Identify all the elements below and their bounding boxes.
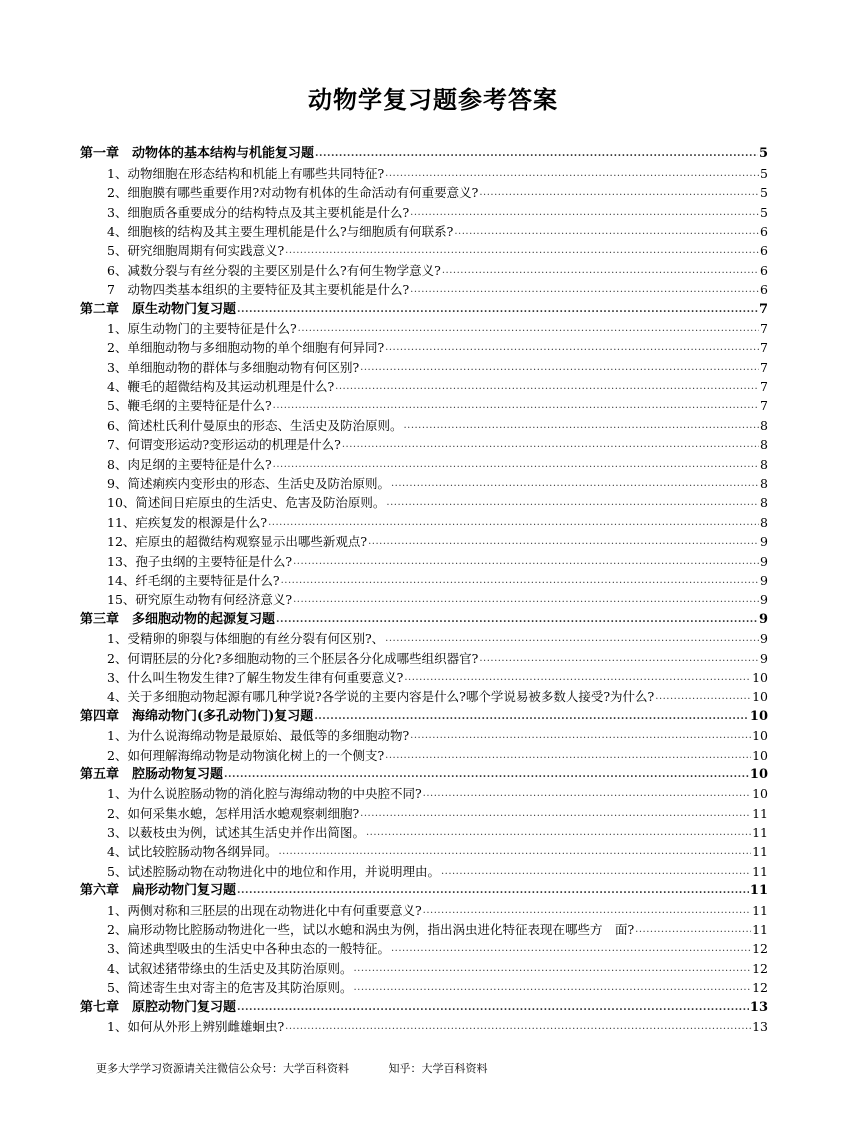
toc-entry[interactable] <box>80 433 768 452</box>
toc-entry[interactable] <box>80 452 768 471</box>
toc-entry-text: 6、简述杜氏利什曼原虫的形态、生活史及防治原则。 <box>107 417 403 433</box>
toc-entry[interactable] <box>80 859 768 878</box>
toc-entry[interactable] <box>80 510 768 529</box>
toc-leader-dots <box>224 766 749 782</box>
toc-leader-dots <box>342 435 759 452</box>
toc-entry[interactable] <box>80 258 768 277</box>
toc-leader-dots <box>391 939 751 956</box>
toc-leader-dots <box>278 842 751 859</box>
toc-chapter-heading[interactable] <box>80 995 768 1014</box>
toc-page-number: 8 <box>760 437 768 453</box>
toc-chapter-heading[interactable] <box>80 297 768 316</box>
toc-entry[interactable] <box>80 569 768 588</box>
toc-entry-text: 2、何谓胚层的分化?多细胞动物的三个胚层各分化成哪些组织器官? <box>107 650 479 666</box>
table-of-contents <box>80 142 768 1034</box>
toc-leader-dots <box>386 493 759 510</box>
toc-page-number: 9 <box>760 592 768 608</box>
toc-leader-dots <box>293 590 759 607</box>
toc-leader-dots <box>360 358 759 375</box>
toc-chapter-heading[interactable] <box>80 704 768 723</box>
toc-leader-dots <box>423 784 751 801</box>
toc-entry-text: 8、肉足纲的主要特征是什么? <box>107 456 272 472</box>
toc-page-number: 9 <box>760 572 768 588</box>
toc-entry-text: 4、试比较腔肠动物各纲异同。 <box>107 844 278 860</box>
toc-leader-dots <box>273 455 759 472</box>
toc-page-number: 8 <box>760 514 768 530</box>
toc-page-number: 9 <box>758 611 768 627</box>
toc-page-number: 10 <box>749 708 768 724</box>
toc-leader-dots <box>479 649 759 666</box>
toc-entry-text: 13、孢子虫纲的主要特征是什么? <box>107 553 293 569</box>
toc-page-number: 11 <box>749 883 768 899</box>
toc-entry-text: 4、细胞核的结构及其主要生理机能是什么?与细胞质有何联系? <box>107 223 454 239</box>
footer-zhihu-note: 知乎：大学百科资料 <box>388 1062 488 1075</box>
toc-entry[interactable] <box>80 956 768 975</box>
toc-entry-text: 10、简述间日疟原虫的生活史、危害及防治原则。 <box>107 495 386 511</box>
toc-entry[interactable] <box>80 239 768 258</box>
toc-entry-text: 2、细胞膜有哪些重要作用?对动物有机体的生命活动有何重要意义? <box>107 185 479 201</box>
toc-entry-text: 5、试述腔肠动物在动物进化中的地位和作用，并说明理由。 <box>107 863 440 879</box>
toc-leader-dots <box>635 920 751 937</box>
footer-wechat-note: 更多大学学习资源请关注微信公众号：大学百科资料 <box>96 1062 349 1075</box>
toc-leader-dots <box>385 338 759 355</box>
toc-entry-text: 11、疟疾复发的根源是什么? <box>107 514 268 530</box>
toc-leader-dots <box>442 261 759 278</box>
toc-leader-dots <box>391 474 759 491</box>
toc-leader-dots <box>276 611 758 627</box>
toc-entry-text: 12、疟原虫的超微结构观察显示出哪些新观点? <box>107 534 368 550</box>
toc-entry-text: 3、细胞质各重要成分的结构特点及其主要机能是什么? <box>107 204 410 220</box>
toc-entry-text: 4、试叙述猪带绦虫的生活史及其防治原则。 <box>107 960 353 976</box>
toc-leader-dots <box>441 862 751 879</box>
toc-entry[interactable] <box>80 627 768 646</box>
toc-entry[interactable] <box>80 685 768 704</box>
toc-page-number: 11 <box>752 805 768 821</box>
toc-page-number: 6 <box>760 243 768 259</box>
toc-entry-text: 15、研究原生动物有何经济意义? <box>107 592 293 608</box>
toc-page-number: 6 <box>760 223 768 239</box>
toc-leader-dots <box>315 145 758 161</box>
toc-entry-text: 9、简述痢疾内变形虫的形态、生活史及防治原则。 <box>107 476 390 492</box>
toc-entry-text: 4、关于多细胞动物起源有哪几种学说?各学说的主要内容是什么?哪个学说易被多数人接受?为什么? <box>107 689 655 705</box>
toc-chapter-heading[interactable] <box>80 763 768 782</box>
toc-entry[interactable] <box>80 530 768 549</box>
toc-page-number: 12 <box>752 960 768 976</box>
toc-entry-text: 2、单细胞动物与多细胞动物的单个细胞有何异同? <box>107 340 385 356</box>
toc-entry-text: 14、纤毛纲的主要特征是什么? <box>107 572 280 588</box>
toc-entry[interactable] <box>80 394 768 413</box>
toc-page-number: 10 <box>752 786 768 802</box>
toc-entry-text: 7 动物四类基本组织的主要特征及其主要机能是什么? <box>107 282 410 298</box>
toc-entry[interactable] <box>80 375 768 394</box>
toc-entry-text: 6、减数分裂与有丝分裂的主要区别是什么?有何生物学意义? <box>107 262 441 278</box>
toc-page-number: 11 <box>752 902 768 918</box>
toc-entry-text: 1、原生动物门的主要特征是什么? <box>107 320 297 336</box>
toc-leader-dots <box>385 746 751 763</box>
toc-entry[interactable] <box>80 801 768 820</box>
toc-chapter-heading[interactable] <box>80 879 768 898</box>
toc-entry-text: 7、何谓变形运动?变形运动的机理是什么? <box>107 437 341 453</box>
toc-page-number: 5 <box>758 146 768 162</box>
toc-entry-text: 1、受精卵的卵裂与体细胞的有丝分裂有何区别?、 <box>107 631 385 647</box>
toc-page-number: 12 <box>752 941 768 957</box>
toc-leader-dots <box>335 377 759 394</box>
toc-entry[interactable] <box>80 840 768 859</box>
toc-leader-dots <box>410 203 759 220</box>
toc-entry[interactable] <box>80 181 768 200</box>
toc-page-number: 11 <box>752 844 768 860</box>
toc-leader-dots <box>385 164 759 181</box>
toc-leader-dots <box>273 396 759 413</box>
toc-leader-dots <box>423 901 751 918</box>
toc-entry[interactable] <box>80 782 768 801</box>
toc-leader-dots <box>281 571 759 588</box>
toc-leader-dots <box>237 301 758 317</box>
toc-page-number: 5 <box>760 165 768 181</box>
toc-entry-text: 3、以薮枝虫为例，试述其生活史并作出简图。 <box>107 825 365 841</box>
toc-entry[interactable] <box>80 937 768 956</box>
toc-entry-text: 第六章 扁形动物门复习题 <box>80 883 237 899</box>
toc-leader-dots <box>360 804 751 821</box>
toc-entry-text: 3、什么叫生物发生律?了解生物发生律有何重要意义? <box>107 669 404 685</box>
toc-leader-dots <box>298 319 759 336</box>
toc-page-number: 7 <box>758 301 768 317</box>
toc-entry[interactable] <box>80 413 768 432</box>
toc-page-number: 10 <box>749 766 768 782</box>
toc-entry-text: 第二章 原生动物门复习题 <box>80 301 237 317</box>
toc-leader-dots <box>655 687 751 704</box>
toc-entry[interactable] <box>80 976 768 995</box>
toc-entry[interactable] <box>80 646 768 665</box>
toc-leader-dots <box>237 999 749 1015</box>
toc-entry-text: 1、为什么说海绵动物是最原始、最低等的多细胞动物? <box>107 728 410 744</box>
toc-page-number: 9 <box>760 631 768 647</box>
toc-entry-text: 2、如何采集水螅，怎样用活水螅观察刺细胞? <box>107 805 360 821</box>
toc-entry[interactable] <box>80 549 768 568</box>
toc-entry-text: 5、研究细胞周期有何实践意义? <box>107 243 285 259</box>
toc-page-number: 8 <box>760 495 768 511</box>
toc-leader-dots <box>403 416 759 433</box>
toc-page-number: 11 <box>752 922 768 938</box>
toc-leader-dots <box>237 882 749 898</box>
toc-entry[interactable] <box>80 1015 768 1034</box>
toc-page-number: 9 <box>760 650 768 666</box>
toc-entry-text: 第五章 腔肠动物复习题 <box>80 766 224 782</box>
toc-entry-text: 3、单细胞动物的群体与多细胞动物有何区别? <box>107 359 360 375</box>
toc-page-number: 11 <box>752 863 768 879</box>
toc-page-number: 5 <box>760 185 768 201</box>
toc-leader-dots <box>285 1017 751 1034</box>
toc-entry[interactable] <box>80 220 768 239</box>
toc-entry[interactable] <box>80 666 768 685</box>
toc-entry[interactable] <box>80 472 768 491</box>
toc-entry-text: 1、两侧对称和三胚层的出现在动物进化中有何重要意义? <box>107 902 422 918</box>
toc-page-number: 8 <box>760 417 768 433</box>
toc-entry[interactable] <box>80 161 768 180</box>
toc-page-number: 6 <box>760 282 768 298</box>
toc-leader-dots <box>285 241 759 258</box>
toc-leader-dots <box>410 726 751 743</box>
toc-entry[interactable] <box>80 821 768 840</box>
toc-page-number: 13 <box>749 999 768 1015</box>
toc-leader-dots <box>353 959 751 976</box>
toc-page-number: 11 <box>752 825 768 841</box>
toc-entry-text: 1、动物细胞在形态结构和机能上有哪些共同特征? <box>107 165 385 181</box>
toc-page-number: 7 <box>760 320 768 336</box>
toc-page-number: 9 <box>760 534 768 550</box>
toc-entry-text: 4、鞭毛的超微结构及其运动机理是什么? <box>107 379 335 395</box>
toc-leader-dots <box>404 668 751 685</box>
toc-page-number: 9 <box>760 553 768 569</box>
toc-page-number: 7 <box>760 379 768 395</box>
toc-chapter-heading[interactable] <box>80 142 768 161</box>
toc-entry[interactable] <box>80 588 768 607</box>
toc-entry-text: 3、简述典型吸虫的生活史中各种虫态的一般特征。 <box>107 941 390 957</box>
toc-page-number: 7 <box>760 340 768 356</box>
page-footer <box>96 1060 524 1076</box>
toc-entry[interactable] <box>80 743 768 762</box>
toc-entry-text: 1、如何从外形上辨别雌雄蛔虫? <box>107 1018 285 1034</box>
toc-entry[interactable] <box>80 278 768 297</box>
toc-page-number: 7 <box>760 398 768 414</box>
toc-entry-text: 第三章 多细胞动物的起源复习题 <box>80 611 276 627</box>
toc-entry-text: 2、如何理解海绵动物是动物演化树上的一个侧支? <box>107 747 385 763</box>
toc-page-number: 10 <box>752 669 768 685</box>
toc-leader-dots <box>268 513 759 530</box>
toc-page-number: 13 <box>752 1018 768 1034</box>
toc-entry-text: 第七章 原腔动物门复习题 <box>80 999 237 1015</box>
toc-entry-text: 5、简述寄生虫对寄主的危害及其防治原则。 <box>107 980 353 996</box>
toc-entry-text: 第四章 海绵动物门(多孔动物门)复习题 <box>80 708 314 724</box>
toc-page-number: 8 <box>760 476 768 492</box>
toc-entry-text: 2、扁形动物比腔肠动物进化一些，试以水螅和涡虫为例，指出涡虫进化特征表现在哪些方 面? <box>107 922 635 938</box>
toc-page-number: 10 <box>752 747 768 763</box>
toc-entry[interactable] <box>80 898 768 917</box>
toc-entry-text: 1、为什么说腔肠动物的消化腔与海绵动物的中央腔不同? <box>107 786 422 802</box>
toc-page-number: 10 <box>752 728 768 744</box>
toc-leader-dots <box>293 552 759 569</box>
toc-entry[interactable] <box>80 355 768 374</box>
toc-leader-dots <box>314 708 749 724</box>
toc-leader-dots <box>366 823 751 840</box>
toc-leader-dots <box>385 629 759 646</box>
toc-entry[interactable] <box>80 724 768 743</box>
toc-leader-dots <box>353 978 751 995</box>
toc-entry[interactable] <box>80 200 768 219</box>
toc-page-number: 7 <box>760 359 768 375</box>
toc-entry-text: 第一章 动物体的基本结构与机能复习题 <box>80 146 315 162</box>
toc-entry[interactable] <box>80 918 768 937</box>
toc-page-number: 10 <box>752 689 768 705</box>
toc-leader-dots <box>410 280 759 297</box>
toc-page-number: 5 <box>760 204 768 220</box>
toc-chapter-heading[interactable] <box>80 607 768 626</box>
toc-leader-dots <box>479 183 759 200</box>
toc-page-number: 6 <box>760 262 768 278</box>
toc-entry-text: 5、鞭毛纲的主要特征是什么? <box>107 398 272 414</box>
toc-entry[interactable] <box>80 336 768 355</box>
toc-leader-dots <box>454 222 759 239</box>
toc-page-number: 8 <box>760 456 768 472</box>
toc-entry[interactable] <box>80 491 768 510</box>
toc-entry[interactable] <box>80 317 768 336</box>
page-title: 动物学复习题参考答案 <box>308 86 558 114</box>
toc-leader-dots <box>368 532 759 549</box>
toc-page-number: 12 <box>752 980 768 996</box>
